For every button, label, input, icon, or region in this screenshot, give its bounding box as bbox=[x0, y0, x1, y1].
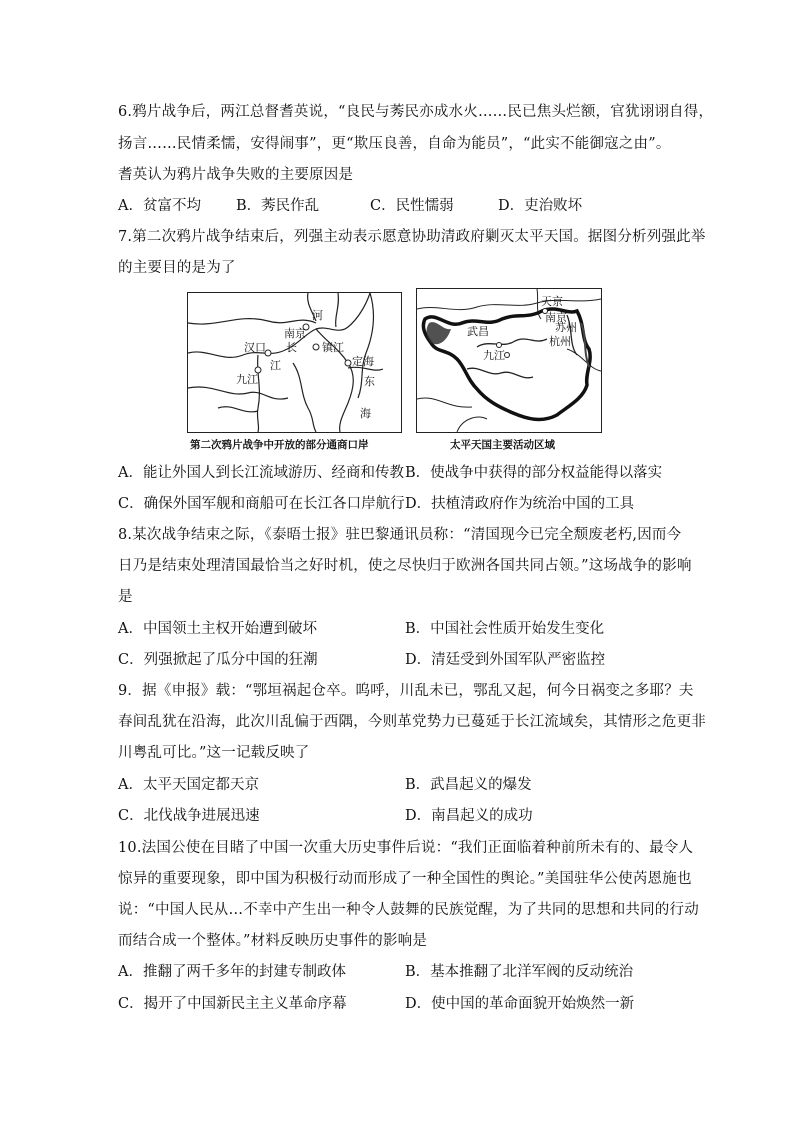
question-9-option-a[interactable]: A．太平天国定都天京 bbox=[118, 777, 259, 793]
question-6-option-d[interactable]: D．吏治败坏 bbox=[498, 198, 583, 214]
question-10-stem-line-3: 说：“中国人民从…不幸中产生出一种令人鼓舞的民族觉醒，为了共同的思想和共同的行动 bbox=[118, 902, 699, 918]
question-7-stem-line-2: 的主要目的是为了 bbox=[118, 260, 236, 276]
question-9-option-c[interactable]: C．北伐战争进展迅速 bbox=[118, 808, 260, 824]
question-10-stem-line-1: 10.法国公使在目睹了中国一次重大历史事件后说：“我们正面临着种前所未有的、最令人 bbox=[118, 840, 694, 856]
question-10-option-a[interactable]: A．推翻了两千多年的封建专制政体 bbox=[118, 964, 346, 980]
question-8-option-d[interactable]: D．清廷受到外国军队严密监控 bbox=[405, 652, 606, 668]
taiping-area-map bbox=[416, 288, 602, 433]
map1-label-jiujiang: 九江 bbox=[236, 373, 258, 386]
question-10-option-c[interactable]: C．揭开了中国新民主主义革命序幕 bbox=[118, 996, 347, 1012]
question-8-option-a[interactable]: A．中国领土主权开始遭到破坏 bbox=[118, 621, 317, 637]
question-10-option-b[interactable]: B．基本推翻了北洋军阀的反动统治 bbox=[405, 964, 634, 980]
question-7-option-a[interactable]: A．能让外国人到长江流域游历、经商和传教 bbox=[118, 465, 404, 481]
map1-label-hankou: 汉口 bbox=[244, 341, 266, 354]
map1-label-chang: 长 bbox=[286, 341, 297, 354]
question-7-stem-line-1: 7.第二次鸦片战争结束后，列强主动表示愿意协助清政府剿灭太平天国。据图分析列强此举 bbox=[118, 229, 706, 245]
question-10-stem-line-2: 惊异的重要现象，即中国为积极行动而形成了一种全国性的舆论。”美国驻华公使芮恩施也 bbox=[118, 871, 692, 887]
question-6-stem-line-3: 耆英认为鸦片战争失败的主要原因是 bbox=[118, 167, 354, 183]
question-8-stem-line-1: 8.某次战争结束之际，《泰晤士报》驻巴黎通讯员称：“清国现今已完全颓废老朽,因而今 bbox=[118, 527, 682, 543]
map1-label-zhenjiang: 镇江 bbox=[322, 341, 344, 354]
map1-label-hai: 海 bbox=[360, 407, 371, 420]
question-8-stem-line-2: 日乃是结束处理清国最恰当之好时机，使之尽快归于欧洲各国共同占领。”这场战争的影响 bbox=[118, 558, 692, 574]
question-8-stem-line-3: 是 bbox=[118, 589, 133, 605]
map1-label-dinghai: 定海 bbox=[352, 355, 374, 368]
question-8-option-c[interactable]: C．列强掀起了瓜分中国的狂潮 bbox=[118, 652, 318, 668]
map2-label-suzhou: 苏州 bbox=[555, 321, 577, 334]
map1-label-jiang: 江 bbox=[270, 359, 281, 372]
taiping-area-map-drawing bbox=[417, 289, 601, 432]
question-10-option-d[interactable]: D．使中国的革命面貌开始焕然一新 bbox=[405, 996, 635, 1012]
map2-label-wuchang: 武昌 bbox=[467, 325, 489, 338]
question-9-stem-line-3: 川粤乱可比。”这一记载反映了 bbox=[118, 745, 310, 761]
treaty-ports-map-drawing bbox=[188, 293, 401, 432]
question-7-option-d[interactable]: D．扶植清政府作为统治中国的工具 bbox=[405, 496, 635, 512]
question-10-stem-line-4: 而结合成一个整体。”材料反映历史事件的影响是 bbox=[118, 933, 428, 949]
map1-label-nanjing: 南京 bbox=[284, 327, 306, 340]
treaty-ports-map bbox=[187, 292, 402, 433]
map2-label-nanjing: 南京 bbox=[545, 311, 567, 324]
question-9-stem-line-2: 春间乱犹在沿海，此次川乱偏于西隅，今则革党势力已蔓延于长江流域矣，其情形之危更非 bbox=[118, 714, 706, 730]
question-7-option-c[interactable]: C．确保外国军舰和商船可在长江各口岸航行 bbox=[118, 496, 405, 512]
map2-label-tianjing: 天京 bbox=[541, 295, 563, 308]
question-8-option-b[interactable]: B．中国社会性质开始发生变化 bbox=[405, 621, 605, 637]
map2-label-hangzhou: 杭州 bbox=[549, 335, 571, 348]
question-6-stem-line-1: 6.鸦片战争后，两江总督耆英说，“良民与莠民亦成水火……民已焦头烂额，官犹诩诩自得， bbox=[118, 104, 714, 120]
map1-label-he: 河 bbox=[312, 309, 323, 322]
question-9-stem-line-1: 9．据《申报》载：“鄂垣祸起仓卒。呜呼，川乱未已，鄂乱又起，何今日祸变之多耶？夫 bbox=[118, 683, 694, 699]
map2-label-jiujiang: 九江 bbox=[483, 349, 505, 362]
question-6-option-a[interactable]: A．贫富不均 bbox=[118, 198, 201, 214]
question-9-option-b[interactable]: B．武昌起义的爆发 bbox=[405, 777, 532, 793]
question-9-option-d[interactable]: D．南昌起义的成功 bbox=[405, 808, 533, 824]
treaty-ports-map-caption: 第二次鸦片战争中开放的部分通商口岸 bbox=[190, 439, 369, 451]
question-6-stem-line-2: 扬言……民情柔懦，安得闹事”，更“欺压良善，自命为能员”，“此实不能御寇之由”。 bbox=[118, 136, 671, 152]
taiping-area-map-caption: 太平天国主要活动区域 bbox=[450, 439, 555, 451]
question-6-option-c[interactable]: C．民性懦弱 bbox=[370, 198, 454, 214]
question-7-option-b[interactable]: B．使战争中获得的部分权益能得以落实 bbox=[405, 465, 663, 481]
question-6-option-b[interactable]: B．莠民作乱 bbox=[236, 198, 320, 214]
map1-label-dong: 东 bbox=[364, 375, 375, 388]
